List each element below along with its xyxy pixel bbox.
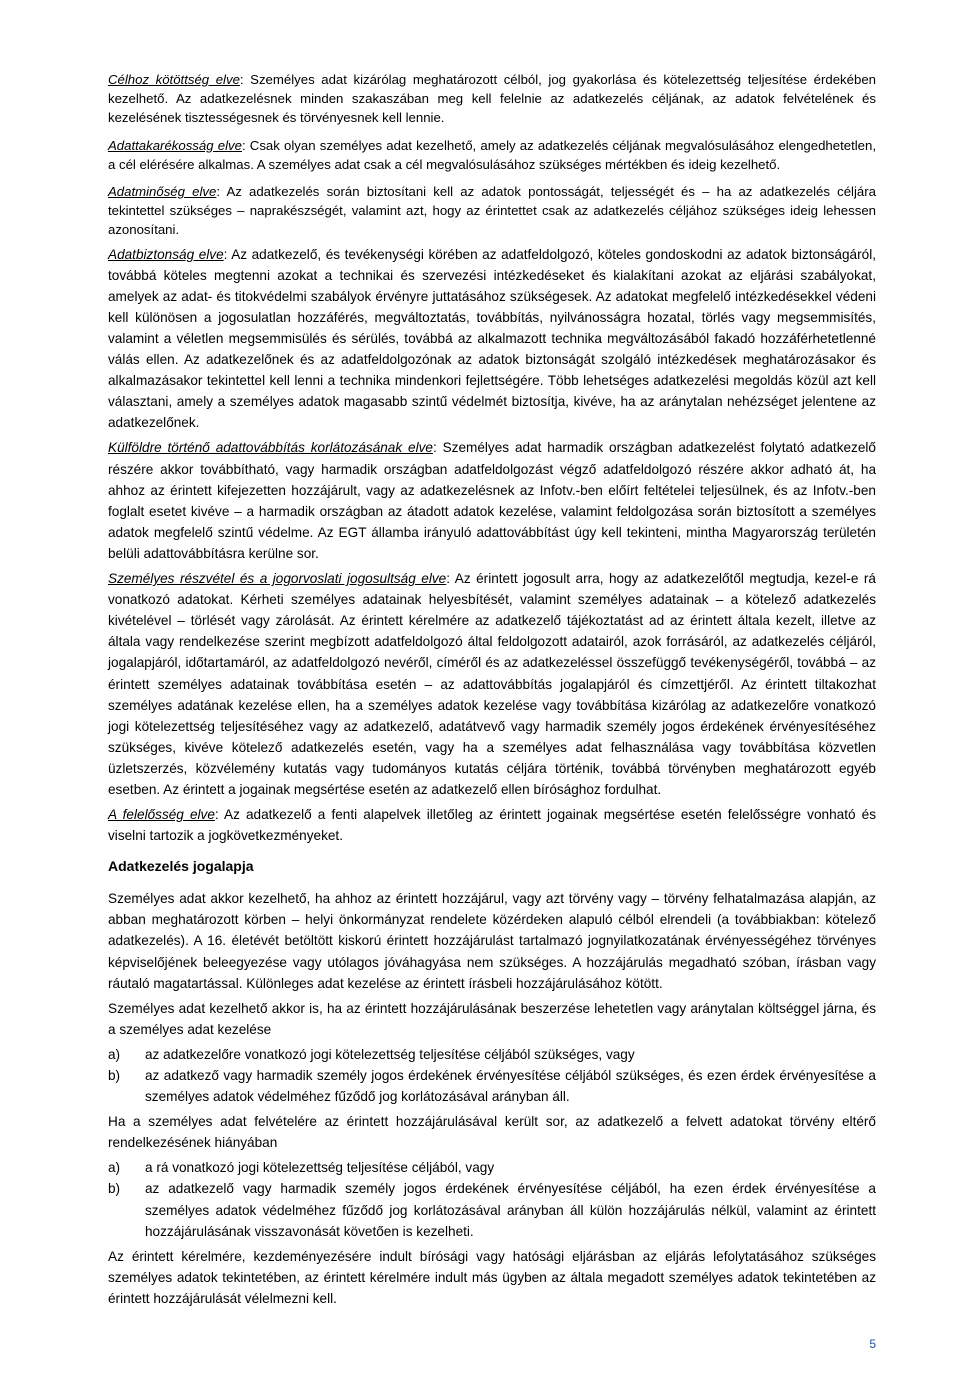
list-item bbox=[108, 1044, 876, 1065]
list-item bbox=[108, 1157, 876, 1178]
body-paragraph: Az érintett kérelmére, kezdeményezésére indult bírósági vagy hatósági eljárásban az eljárás lefolytatásához szükséges személyes adatok tekintetében, az érintett kérelmére indult más ügyben az általa megadott személyes adatok tekintetében az érintett hozzájárulását vélelmezni kell. bbox=[108, 1248, 876, 1306]
list-item-label: a) bbox=[108, 1160, 121, 1176]
list-item bbox=[108, 1178, 876, 1241]
document-page bbox=[108, 70, 876, 1309]
body-paragraph: Ha a személyes adat felvételére az érintett hozzájárulásával került sor, az adatkezelő a felvett adatokat törvény eltérő rendelkezésének hiányában bbox=[108, 1114, 876, 1151]
principle-data-quality bbox=[108, 182, 876, 240]
principle-term: Külföldre történő adattovábbítás korlátozásának elve bbox=[108, 440, 433, 456]
principle-term: Adatminőség elve bbox=[108, 184, 217, 200]
list bbox=[108, 1157, 876, 1241]
principle-text: : Az érintett jogosult arra, hogy az adatkezelőtől megtudja, kezel-e rá vonatkozó adatokat. Kérheti személyes adatainak helyesbítését, valamint személyes adatainak – a kötelező adatkezelés kivételével – törlését vagy zárolását. Az érintett kérelmére az adatkezelő tájékoztatást ad az érintett általa kezelt, illetve az általa vagy rendelkezése szerint megbízott adatfeldolgozó által feldolgozott adatairól, azok forrásáról, az adatkezelés céljáról, jogalapjáról, időtartamáról, az adatfeldolgozó nevéről, címéről és az adatkezeléssel összefüggő tevékenységéről, továbbá – az érintett személyes adatainak továbbítása esetén – az adattovábbítás jogalapjáról és címzettjéről. Az érintett tiltakozhat személyes adatának kezelése ellen, ha a személyes adatok kezelése vagy továbbítása kizárólag az adatkezelőre vonatkozó jogi kötelezettség teljesítéséhez vagy az adatkezelő, adatátvevő vagy harmadik személy jogos érdekének érvényesítéséhez szükséges, kivéve kötelező adatkezelés esetén, vagy ha a személyes adat felhasználása vagy továbbítása közvetlen üzletszerzés, közvélemény kutatás vagy tudományos kutatás céljára történik, továbbá törvényben meghatározott egyéb esetben. Az érintett a jogainak megsértése esetén az adatkezelő ellen bírósághoz fordulhat. bbox=[108, 571, 876, 797]
list-item-text: az adatkező vagy harmadik személy jogos érdekének érvényesítése céljából szükséges, és ezen érdek érvényesítése a személyes adatok védelméhez fűződő jog korlátozásával arányban áll. bbox=[145, 1068, 876, 1105]
principle-text: : Csak olyan személyes adat kezelhető, amely az adatkezelés céljának megvalósulásához elengedhetetlen, a cél elérésére alkalmas. A személyes adat csak a cél megvalósulásához szükséges mértékben és ideig kezelhető. bbox=[108, 137, 876, 172]
list-item-text: az adatkezelőre vonatkozó jogi kötelezettség teljesítése céljából szükséges, vagy bbox=[145, 1046, 635, 1062]
body-paragraph: Személyes adat akkor kezelhető, ha ahhoz az érintett hozzájárul, vagy azt törvény vagy – törvény felhatalmazása alapján, az abban meghatározott körben – helyi önkormányzat rendelete közérdeken alapuló célból elrendeli (a továbbiakban: kötelező adatkezelés). A 16. életévét betöltött kiskorú érintett hozzájárulást tartalmazó jognyilatkozatának érvényességéhez törvényes képviselőjének beleegyezése vagy utólagos jóváhagyása nem szükséges. A hozzájárulás megadható szóban, írásban vagy ráutaló magatartással. Különleges adat kezelése az érintett írásbeli hozzájárulásához kötött. bbox=[108, 891, 876, 991]
list-item-text: a rá vonatkozó jogi kötelezettség teljesítése céljából, vagy bbox=[145, 1160, 495, 1176]
list bbox=[108, 1044, 876, 1107]
principle-data-minimization bbox=[108, 136, 876, 174]
principle-text: : Személyes adat harmadik országban adatkezelést folytató adatkezelő részére akkor továbbítható, vagy harmadik országban adatfeldolgozást végző adatfeldolgozó részére akkor adható át, ha ahhoz az érintett kifejezetten hozzájárult, vagy az adatkezelésnek az Infotv.-ben előírt feltételei teljesülnek, és az Infotv.-ben foglalt esetet kivéve – a harmadik országban az átadott adatok kezelése, valamint feldolgozása során biztosított a személyes adatok megfelelő szintű védelme. Az EGT államba irányuló adattovábbítást úgy kell tekinteni, mintha Magyarország területén belüli adattovábbításra kerülne sor. bbox=[108, 440, 876, 561]
principle-text: : Az adatkezelő, és tevékenységi körében az adatfeldolgozó, köteles gondoskodni az adatok biztonságáról, továbbá köteles megtenni azokat a technikai és szervezési intézkedéseket és kialakítani azokat az eljárási szabályokat, amelyek az adat- és titokvédelmi szabályok érvényre juttatásához szükségesek. Az adatokat megfelelő intézkedésekkel védeni kell különösen a jogosulatlan hozzáférés, megváltoztatás, továbbítás, nyilvánosságra hozatal, törlés vagy megsemmisítés, valamint a véletlen megsemmisülés és sérülés, továbbá az alkalmazott technika megváltozásából fakadó hozzáférhetetlenné válás ellen. Az adatkezelőnek és az adatfeldolgozónak az adatok biztonságát szolgáló intézkedések meghatározásakor és alkalmazásakor tekintettel kell lenni a technika mindenkori fejlettségére. Több lehetséges adatkezelési megoldás közül azt kell választani, amely a személyes adatok magasabb szintű védelmét biztosítja, kivéve, ha az aránytalan nehézséget jelentene az adatkezelőnek. bbox=[108, 246, 876, 431]
principle-foreign-transfer bbox=[108, 437, 876, 564]
principle-term: A felelősség elve bbox=[108, 807, 215, 823]
body-paragraph: Személyes adat kezelhető akkor is, ha az érintett hozzájárulásának beszerzése lehetetlen vagy aránytalan költséggel járna, és a személyes adat kezelése bbox=[108, 1000, 876, 1037]
principle-responsibility bbox=[108, 804, 876, 846]
principle-data-security bbox=[108, 244, 876, 434]
page-number: 5 bbox=[869, 1337, 876, 1351]
principle-term: Adatbiztonság elve bbox=[108, 246, 224, 262]
list-item-label: a) bbox=[108, 1046, 121, 1062]
list-item bbox=[108, 1065, 876, 1107]
principle-term: Adattakarékosság elve bbox=[108, 137, 242, 153]
principle-text: : Az adatkezelés során biztosítani kell az adatok pontosságát, teljességét és – ha az adatkezelés céljára tekintettel szükséges – naprakészségét, valamint azt, hogy az érintettet csak az adatkezelés céljához szükséges ideig lehessen azonosítani. bbox=[108, 184, 876, 238]
principle-purpose bbox=[108, 70, 876, 128]
principle-participation bbox=[108, 568, 876, 800]
list-item-label: b) bbox=[108, 1068, 121, 1083]
principle-term: Személyes részvétel és a jogorvoslati jogosultság elve bbox=[108, 571, 447, 587]
list-item-text: az adatkezelő vagy harmadik személy jogos érdekének érvényesítése céljából, ha ezen érdek érvényesítése a személyes adatok védelméhez fűződő jog korlátozásával arányban áll külön hozzájárulás nélkül, valamint az érintett hozzájárulásának visszavonását követően is kezelheti. bbox=[145, 1181, 876, 1239]
section-heading: Adatkezelés jogalapja bbox=[108, 858, 254, 875]
principle-text: : Az adatkezelő a fenti alapelvek illetőleg az érintett jogainak megsértése esetén felelősségre vonható és viselni tartozik a jogkövetkezményeket. bbox=[108, 807, 876, 844]
list-item-label: b) bbox=[108, 1181, 121, 1197]
principle-text: : Személyes adat kizárólag meghatározott célból, jog gyakorlása és kötelezettség teljesítése érdekében kezelhető. Az adatkezelésnek minden szakaszában meg kell felelnie az adatkezelés céljának, az adatok felvételének és kezelésének tisztességesnek és törvényesnek kell lennie. bbox=[108, 72, 876, 126]
principle-term: Célhoz kötöttség elve bbox=[108, 72, 240, 87]
